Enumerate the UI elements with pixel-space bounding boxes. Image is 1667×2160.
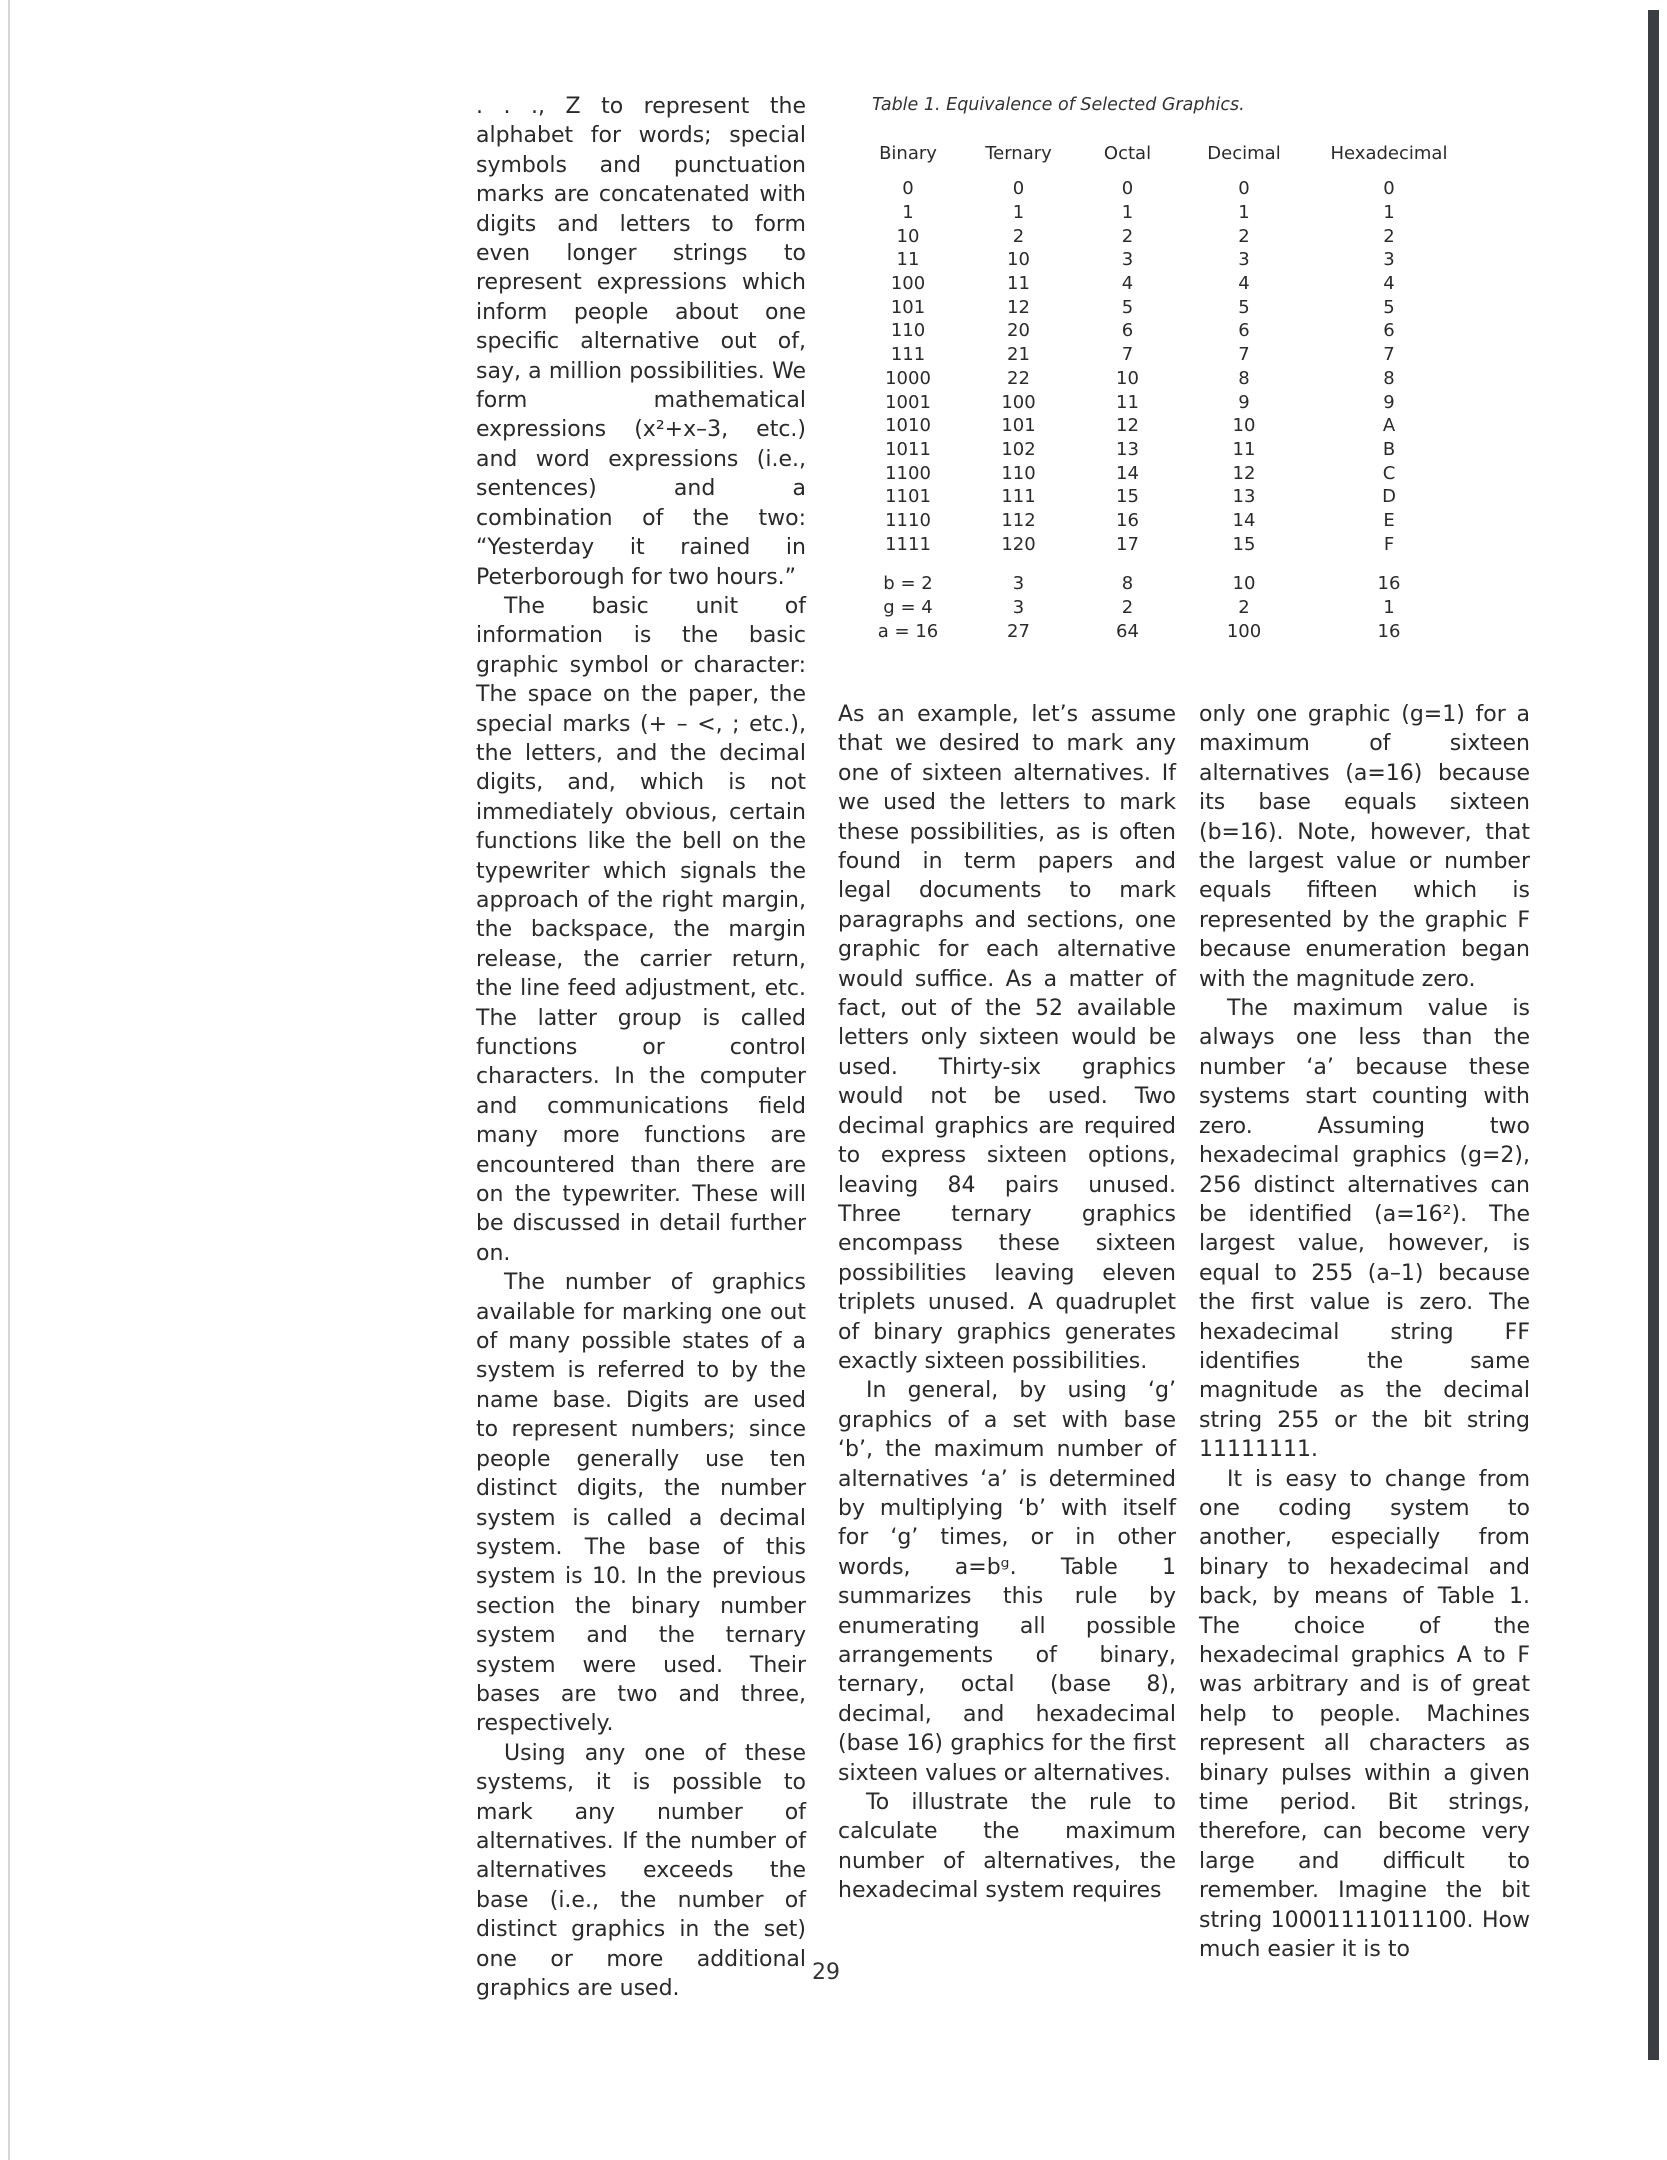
paragraph: only one graphic (g=1) for a maximum of sixteen alternatives (a=16) because its base equals sixteen (b=16). Note, however, that the largest value or number equals fifteen which is represented by the graphic F because enumeration began with the magnitude zero.	[1199, 702, 1530, 992]
table-row	[860, 272, 1464, 296]
table-cell: 5	[1383, 296, 1395, 318]
table-cell: 0	[1012, 178, 1025, 200]
table-cell: 3	[1121, 249, 1134, 271]
table-cell: 11	[1232, 438, 1256, 460]
table-row	[860, 485, 1464, 509]
paragraph: The number of graphics available for marking one out of many possible states of a system is referred to by the name base. Digits are used to represent numbers; since people generally use ten distinct digits, the number system is called a decimal system. The base of this system is 10. In the previous section the binary number system and the ternary system were used. Their bases are two and three, respectively.	[476, 1270, 806, 1737]
table-cell: 101	[890, 296, 926, 318]
table-row	[860, 248, 1464, 272]
table	[860, 143, 1464, 643]
table-row	[860, 390, 1464, 414]
table-body	[860, 177, 1464, 643]
table-row	[860, 461, 1464, 485]
table-summary-row	[860, 619, 1464, 643]
table-row	[860, 532, 1464, 556]
table-cell: 14	[1232, 509, 1256, 531]
table-cell: 6	[1238, 320, 1250, 342]
table-row	[860, 224, 1464, 248]
column-header: Decimal	[1207, 143, 1281, 164]
table-cell: A	[1382, 415, 1396, 437]
table-spacer-cell	[860, 556, 1464, 572]
table-cell: 9	[1383, 391, 1395, 413]
table-cell: 1	[1238, 202, 1250, 224]
table-cell: 15	[1116, 486, 1139, 508]
table-spacer-row	[860, 556, 1464, 572]
table-cell: 110	[890, 320, 926, 342]
table-cell: 22	[1007, 367, 1030, 389]
table-caption: Table 1. Equivalence of Selected Graphics.	[872, 95, 1245, 115]
scan-edge-left	[8, 0, 10, 2160]
table-cell: 12	[1116, 415, 1139, 437]
table-row	[860, 319, 1464, 343]
table-row	[860, 438, 1464, 462]
table-cell: 15	[1232, 533, 1256, 555]
table-cell: 2	[1012, 225, 1025, 247]
table-cell: 16	[1116, 509, 1139, 531]
table-cell: 16	[1377, 573, 1401, 595]
table-cell: 120	[1001, 533, 1036, 555]
table-row	[860, 367, 1464, 391]
table-cell: 1000	[885, 367, 931, 389]
table-header-row	[860, 143, 1464, 177]
table-row	[860, 509, 1464, 533]
table-cell: 100	[1001, 391, 1036, 413]
table-row	[860, 414, 1464, 438]
table-cell: 11	[1007, 273, 1030, 295]
table-cell: 1011	[885, 438, 931, 460]
table-cell: 111	[1001, 486, 1036, 508]
table-cell: 4	[1383, 273, 1395, 295]
table-cell: 10	[1232, 573, 1256, 595]
table-cell: 17	[1116, 533, 1139, 555]
table-cell: 27	[1007, 620, 1030, 642]
table-cell: 1	[1383, 202, 1395, 224]
table-cell: 12	[1007, 296, 1030, 318]
table-summary-row	[860, 596, 1464, 620]
table-cell: 8	[1383, 367, 1395, 389]
column-header: Binary	[879, 143, 937, 164]
table-cell: 7	[1383, 344, 1395, 366]
text-column-right	[1199, 700, 1530, 1964]
table-cell: 10	[1232, 415, 1256, 437]
table-cell: 10	[1007, 249, 1030, 271]
table-cell: 3	[1012, 573, 1025, 595]
table-row	[860, 343, 1464, 367]
table-cell: 101	[1001, 415, 1036, 437]
text-column-middle	[838, 700, 1176, 1906]
table-cell: 11	[896, 249, 920, 271]
table-cell: 3	[1383, 249, 1395, 271]
table-cell: a = 16	[877, 620, 939, 642]
table-cell: F	[1383, 533, 1395, 555]
table-cell: 0	[1121, 178, 1134, 200]
paragraph: The maximum value is always one less than the number ‘a’ because these systems start counting with zero. Assuming two hexadecimal graphics (g=2), 256 distinct alternatives can be identified (a=16²). The largest value, however, is equal to 255 (a–1) because the first value is zero. The hexadecimal string FF identifies the same magnitude as the decimal string 255 or the bit string 11111111.	[1199, 996, 1530, 1463]
equivalence-table	[860, 143, 1500, 643]
table-cell: 1	[1121, 202, 1134, 224]
table-row	[860, 201, 1464, 225]
table-cell: 112	[1001, 509, 1036, 531]
table-row	[860, 295, 1464, 319]
table-cell: 4	[1238, 273, 1250, 295]
table-cell: 6	[1121, 320, 1134, 342]
table-cell: b = 2	[883, 573, 933, 595]
table-cell: C	[1382, 462, 1396, 484]
table-cell: 100	[890, 273, 926, 295]
table-cell: 10	[1116, 367, 1139, 389]
table-cell: 2	[1238, 225, 1250, 247]
column-header: Ternary	[985, 143, 1052, 164]
table-cell: 14	[1116, 462, 1139, 484]
table-cell: 8	[1238, 367, 1250, 389]
table-cell: 3	[1012, 597, 1025, 619]
table-cell: 1101	[885, 486, 931, 508]
table-cell: 3	[1238, 249, 1250, 271]
paragraph: Using any one of these systems, it is possible to mark any number of alternatives. If the number of alternatives exceeds the base (i.e., the number of distinct graphics in the set) one or more additional graphics are used.	[476, 1740, 806, 2001]
table-cell: 5	[1121, 296, 1134, 318]
table-cell: 10	[896, 225, 920, 247]
table-cell: 1100	[885, 462, 931, 484]
page-number: 29	[812, 1960, 840, 1985]
table-cell: 111	[890, 344, 926, 366]
table-cell: 7	[1238, 344, 1250, 366]
table-cell: 4	[1121, 273, 1134, 295]
column-header: Hexadecimal	[1330, 143, 1448, 164]
table-cell: 5	[1238, 296, 1250, 318]
table-summary-row	[860, 572, 1464, 596]
table-cell: 16	[1377, 620, 1401, 642]
table-cell: 6	[1383, 320, 1395, 342]
paragraph: To illustrate the rule to calculate the maximum number of alternatives, the hexadecimal system requires	[838, 1790, 1176, 1904]
paragraph: As an example, let’s assume that we desired to mark any one of sixteen alternatives. If we used the letters to mark these possibilities, as is often found in term papers and legal documents to mark paragraphs and sections, one graphic for each alternative would suffice. As a matter of fact, out of the 52 available letters only sixteen would be used. Thirty-six graphics would not be used. Two decimal graphics are required to express sixteen options, leaving 84 pairs unused. Three ternary graphics encompass these sixteen possibilities leaving eleven triplets unused. A quadruplet of binary graphics generates exactly sixteen possibilities.	[838, 702, 1176, 1374]
table-cell: 1010	[885, 415, 931, 437]
table-cell: 0	[902, 178, 914, 200]
text-column-left	[476, 92, 806, 2003]
table-cell: 2	[1383, 225, 1395, 247]
table-cell: 110	[1001, 462, 1036, 484]
table-cell: 1111	[885, 533, 931, 555]
table-cell: D	[1382, 486, 1396, 508]
table-cell: 1001	[885, 391, 931, 413]
table-row	[860, 177, 1464, 201]
table-cell: 2	[1121, 225, 1134, 247]
table-cell: 11	[1116, 391, 1139, 413]
table-cell: 1	[902, 202, 914, 224]
table-cell: 102	[1001, 438, 1036, 460]
paragraph: In general, by using ‘g’ graphics of a set with base ‘b’, the maximum number of alternatives ‘a’ is determined by multiplying ‘b’ with itself for ‘g’ times, or in other words, a=bᵍ. Table 1 summarizes this rule by enumerating all possible arrangements of binary, ternary, octal (base 8), decimal, and hexadecimal (base 16) graphics for the first sixteen values or alternatives.	[838, 1378, 1176, 1786]
table-cell: g = 4	[883, 597, 933, 619]
table-cell: 1	[1012, 202, 1025, 224]
table-cell: 20	[1007, 320, 1030, 342]
column-header: Octal	[1103, 143, 1152, 164]
table-cell: 1110	[885, 509, 931, 531]
table-cell: 2	[1238, 597, 1250, 619]
table-cell: E	[1383, 509, 1395, 531]
scan-edge-right	[1648, 10, 1659, 2060]
table-cell: 2	[1121, 597, 1134, 619]
table-cell: 100	[1226, 620, 1262, 642]
table-cell: 13	[1232, 486, 1256, 508]
table-cell: 0	[1238, 178, 1250, 200]
paragraph: The basic unit of information is the basic graphic symbol or character: The space on the paper, the special marks (+ – <, ; etc.), the letters, and the decimal digits, and, which is not immediately obvious, certain functions like the bell on the typewriter which signals the approach of the right margin, the backspace, the margin release, the carrier return, the line feed adjustment, etc. The latter group is called functions or control characters. In the computer and communications field many more functions are encountered than there are on the typewriter. These will be discussed in detail further on.	[476, 593, 806, 1266]
table-cell: 21	[1007, 344, 1030, 366]
table-cell: 12	[1232, 462, 1256, 484]
table-cell: 13	[1116, 438, 1139, 460]
table-cell: 1	[1383, 597, 1395, 619]
table-cell: B	[1382, 438, 1396, 460]
table-cell: 7	[1121, 344, 1134, 366]
table-cell: 0	[1383, 178, 1395, 200]
paragraph: It is easy to change from one coding system to another, especially from binary to hexadecimal and back, by means of Table 1. The choice of the hexadecimal graphics A to F was arbitrary and is of great help to people. Machines represent all characters as binary pulses within a given time period. Bit strings, therefore, can become very large and difficult to remember. Imagine the bit string 10001111011100. How much easier it is to	[1199, 1466, 1530, 1963]
table-cell: 8	[1121, 573, 1134, 595]
paragraph: . . ., Z to represent the alphabet for words; special symbols and punctuation marks are concatenated with digits and letters to form even longer strings to represent expressions which inform people about one specific alternative out of, say, a million possibilities. We form mathematical expressions (x²+x–3, etc.) and word expressions (i.e., sentences) and a combination of the two: “Yesterday it rained in Peterborough for two hours.”	[476, 94, 806, 590]
table-cell: 9	[1238, 391, 1250, 413]
table-cell: 64	[1116, 620, 1139, 642]
